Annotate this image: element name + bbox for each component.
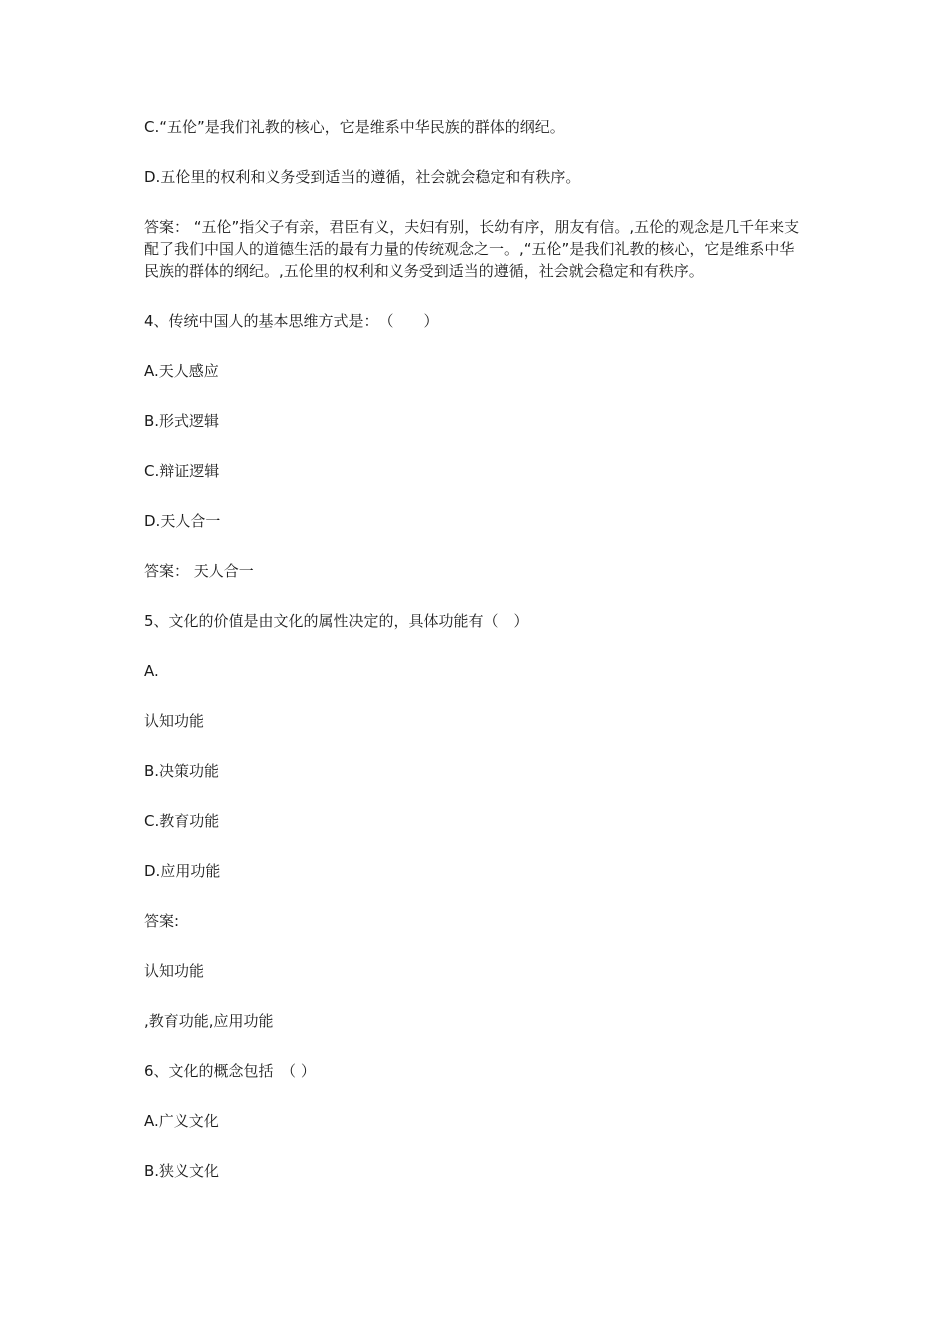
option-c-q5: C.教育功能 [144, 812, 220, 830]
option-a-q4: A.天人感应 [144, 362, 219, 380]
answer-q5-part2: ,教育功能,应用功能 [144, 1012, 274, 1030]
option-d-q5: D.应用功能 [144, 862, 221, 880]
option-a-q5: A. [144, 662, 159, 680]
option-b-q6: B.狭义文化 [144, 1162, 220, 1180]
question-5: 5、文化的价值是由文化的属性决定的，具体功能有（ ） [144, 612, 529, 630]
answer-q5-part1: 认知功能 [144, 962, 205, 980]
question-6: 6、文化的概念包括 （ ） [144, 1062, 316, 1080]
option-c-q4: C.辩证逻辑 [144, 462, 220, 480]
question-4: 4、传统中国人的基本思维方式是： （ ） [144, 312, 439, 330]
answer-q4: 答案： 天人合一 [144, 562, 254, 580]
option-a-q6: A.广义文化 [144, 1112, 219, 1130]
option-b-q4: B.形式逻辑 [144, 412, 220, 430]
option-b-q5: B.决策功能 [144, 762, 220, 780]
answer-q5-label: 答案: [144, 912, 180, 930]
option-d-q4: D.天人合一 [144, 512, 221, 530]
answer-q3: 答案： “五伦”指父子有亲，君臣有义，夫妇有别，长幼有序，朋友有信。,五伦的观念是几千年来支配了我们中国人的道德生活的最有力量的传统观念之一。,“五伦”是我们礼教的核心，它是维系中华民族的群体的纲纪。,五伦里的权利和义务受到适当的遵循，社会就会稳定和有秩序。 [144, 218, 800, 280]
option-a-q5-text: 认知功能 [144, 712, 205, 730]
document-page [144, 116, 808, 1210]
option-d-q3: D.五伦里的权利和义务受到适当的遵循，社会就会稳定和有秩序。 [144, 168, 581, 186]
option-c-q3: C.“五伦”是我们礼教的核心，它是维系中华民族的群体的纲纪。 [144, 118, 565, 136]
